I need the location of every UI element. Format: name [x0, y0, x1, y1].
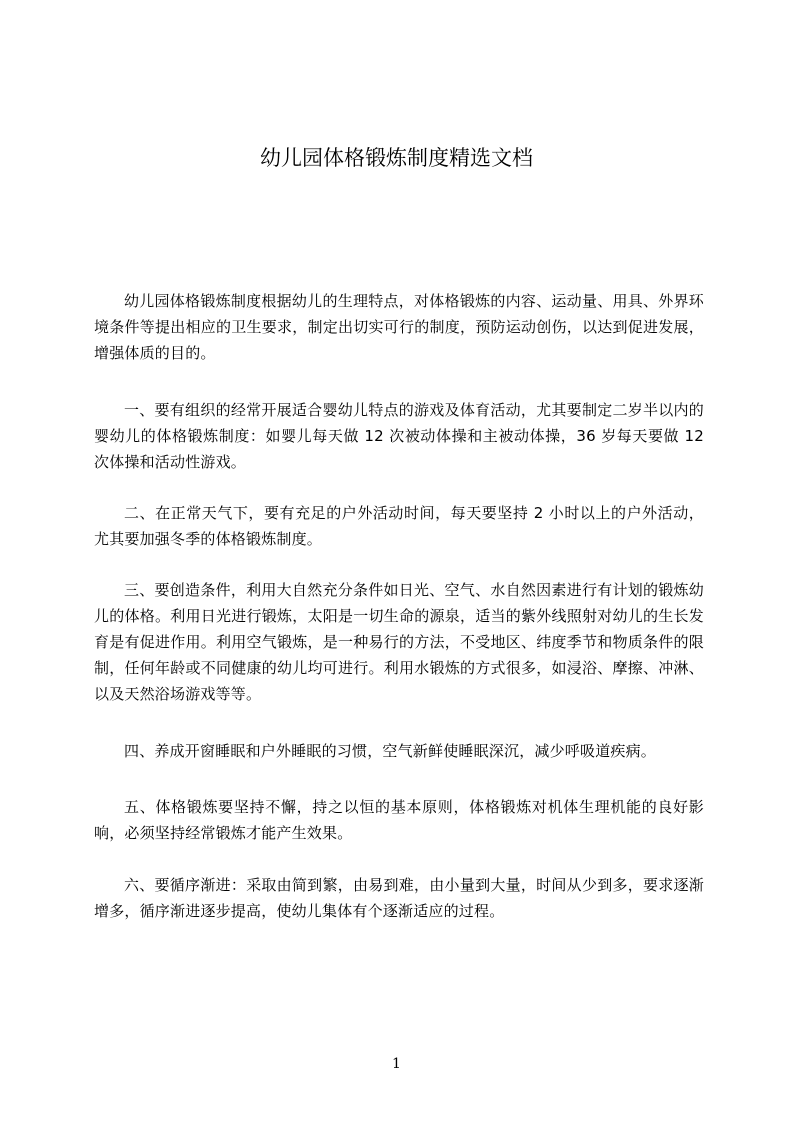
paragraph-item-4: 四、养成开窗睡眠和户外睡眠的习惯，空气新鲜使睡眠深沉，减少呼吸道疾病。: [124, 742, 657, 760]
paragraph-item-6: 六、要循序渐进：采取由简到繁，由易到难，由小量到大量，时间从少到多，要求逐渐增多，循序渐进逐步提高，使幼儿集体有个逐渐适应的过程。: [94, 876, 704, 920]
paragraph-item-3: 三、要创造条件，利用大自然充分条件如日光、空气、水自然因素进行有计划的锻炼幼儿的体格。利用日光进行锻炼，太阳是一切生命的源泉，适当的紫外线照射对幼儿的生长发育是有促进作用。利用空气锻炼，是一种易行的方法，不受地区、纬度季节和物质条件的限制，任何年龄或不同健康的幼儿均可进行。利用水锻炼的方式很多，如浸浴、摩擦、冲淋、以及天然浴场游戏等等。: [94, 581, 704, 703]
paragraph-intro: 幼儿园体格锻炼制度根据幼儿的生理特点，对体格锻炼的内容、运动量、用具、外界环境条件等提出相应的卫生要求，制定出切实可行的制度，预防运动创伤，以达到促进发展，增强体质的目的。: [94, 292, 704, 362]
paragraph-item-1: 一、要有组织的经常开展适合婴幼儿特点的游戏及体育活动，尤其要制定二岁半以内的婴幼儿的体格锻炼制度：如婴儿每天做 12 次被动体操和主被动体操，36 岁每天要做 12 次体操和活动性游戏。: [94, 401, 704, 471]
paragraph-item-5: 五、体格锻炼要坚持不懈，持之以恒的基本原则，体格锻炼对机体生理机能的良好影响，必须坚持经常锻炼才能产生效果。: [94, 798, 704, 842]
page-number: 1: [392, 1056, 401, 1072]
paragraph-item-2: 二、在正常天气下，要有充足的户外活动时间，每天要坚持 2 小时以上的户外活动，尤其要加强冬季的体格锻炼制度。: [94, 504, 704, 548]
document-title: 幼儿园体格锻炼制度精选文档: [260, 146, 533, 170]
